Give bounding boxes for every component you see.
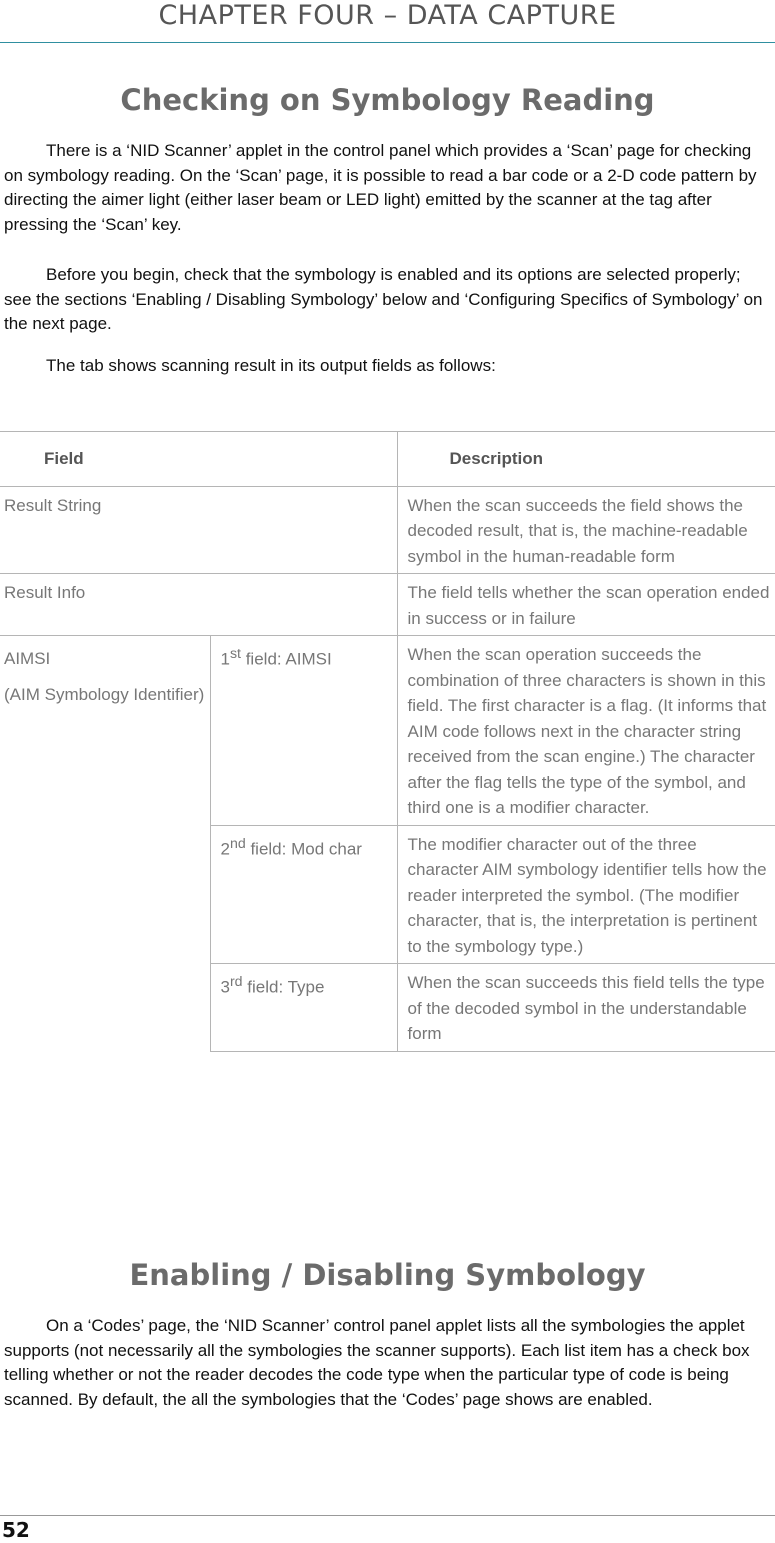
ordinal-number: 3 (220, 977, 230, 997)
intro-paragraph: There is a ‘NID Scanner’ applet in the control panel which provides a ‘Scan’ page for checking on symbology reading. On the ‘Scan’ page, it is possible to read a bar code or a 2-D code pattern by directing the aimer light (either laser beam or LED light) emitted by the scanner at the tag after pressing the ‘Scan’ key. (4, 141, 757, 234)
description-result-info: The field tells whether the scan operation ended in success or in failure (397, 574, 775, 636)
column-header-description: Description (397, 432, 775, 487)
field-aimsi (0, 636, 210, 1052)
section-heading-checking: Checking on Symbology Reading (120, 83, 655, 117)
subfield-label: field: Mod char (245, 839, 362, 859)
aimsi-label: AIMSI (4, 649, 51, 668)
subfield-aimsi (210, 636, 397, 826)
subfield-label: field: Type (242, 977, 325, 997)
field-result-string: Result String (0, 486, 397, 574)
footer-divider (0, 1515, 775, 1516)
output-fields-paragraph: The tab shows scanning result in its output fields as follows: (46, 356, 496, 375)
column-header-field: Field (0, 432, 397, 487)
table-row (0, 486, 775, 574)
description-type: When the scan succeeds this field tells the type of the decoded symbol in the understandable form (397, 964, 775, 1052)
ordinal-suffix: st (229, 646, 241, 662)
header-divider (0, 42, 775, 43)
field-result-info: Result Info (0, 574, 397, 636)
before-you-begin-paragraph: Before you begin, check that the symbology is enabled and its options are selected properly; see the sections ‘Enabling / Disabling Symbology’ below and ‘Configuring Specifics of Symbology’ on the next page. (4, 265, 763, 333)
table-header-row (0, 432, 775, 487)
ordinal-number: 2 (220, 839, 230, 859)
aimsi-subtitle: (AIM Symbology Identifier) (4, 684, 205, 704)
page-number: 52 (2, 1518, 30, 1542)
subfield-type (210, 964, 397, 1052)
ordinal-suffix: rd (229, 974, 243, 990)
section-heading-enabling: Enabling / Disabling Symbology (129, 1258, 646, 1292)
description-mod-char: The modifier character out of the three character AIM symbology identifier tells how the reader interpreted the symbol. (The modifier character, that is, the interpretation is pertinent to the symbology type.) (397, 825, 775, 964)
subfield-label: field: AIMSI (240, 649, 332, 669)
table-row (0, 636, 775, 826)
output-fields-table (0, 431, 775, 1052)
description-aimsi: When the scan operation succeeds the combination of three characters is shown in this field. The first character is a flag. (It informs that AIM code follows next in the character string received from the scan engine.) The character after the flag tells the type of the symbol, and third one is a modifier character. (397, 636, 775, 826)
table-row (0, 574, 775, 636)
ordinal-number: 1 (220, 649, 230, 669)
chapter-header: CHAPTER FOUR – DATA CAPTURE (158, 0, 617, 31)
ordinal-suffix: nd (229, 835, 246, 852)
description-result-string: When the scan succeeds the field shows the decoded result, that is, the machine-readable symbol in the human-readable form (397, 486, 775, 574)
codes-page-paragraph: On a ‘Codes’ page, the ‘NID Scanner’ control panel applet lists all the symbologies the applet supports (not necessarily all the symbologies the scanner supports). Each list item has a check box telling whether or not the reader decodes the code type when the particular type of code is being scanned. By default, the all the symbologies that the ‘Codes’ page shows are enabled. (4, 1316, 750, 1409)
subfield-mod-char (210, 825, 397, 964)
